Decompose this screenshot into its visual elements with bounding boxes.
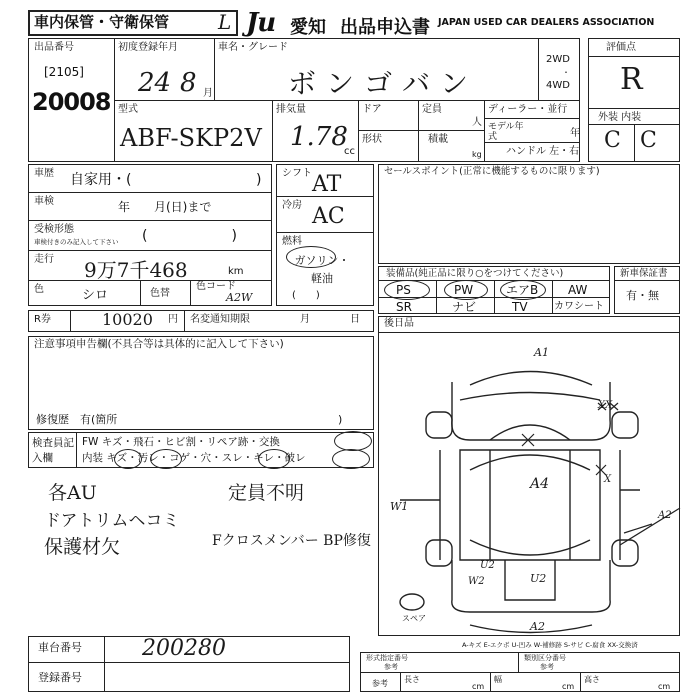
door-shape-label: 形状	[362, 134, 382, 145]
history-label: 車歴	[34, 168, 54, 179]
lot-code: [2105]	[44, 65, 84, 79]
storage-stamp-handwritten: L	[218, 10, 232, 34]
model-cert-ref: 参考	[384, 663, 398, 671]
inspection-fields: 年 月(日)まで	[118, 200, 212, 214]
model-year-unit: 年	[570, 128, 580, 139]
length-label: 長さ	[404, 675, 420, 684]
color-value: シロ	[82, 288, 109, 303]
acceptance-note: 車検付きのみ記入して下さい	[34, 238, 119, 246]
model-year-label: モデル年式	[488, 122, 524, 142]
displacement-value: 1.78	[290, 122, 348, 152]
aircon-label: 冷房	[282, 200, 302, 211]
equip-navi: ナビ	[452, 300, 477, 314]
handle-label: ハンドル 左・右	[506, 146, 580, 157]
diagram-mark-u2-left: U2	[480, 560, 495, 571]
repair-label: 修復歴 有(箇所	[36, 413, 118, 426]
history-value: 自家用・(	[70, 172, 132, 188]
inspector-interior-line: 内装 キズ・汚レ・コゲ・穴・スレ・キレ・破レ	[82, 452, 306, 464]
sales-point-label: セールスポイント(正常に機能するものに限ります)	[384, 166, 600, 177]
diagram-mark-x2: X	[604, 474, 612, 485]
inspector-note-2: ドアトリムヘコミ	[44, 511, 180, 531]
equip-aw: AW	[568, 283, 588, 297]
ju-logo: Ju	[246, 8, 276, 38]
deadline-month: 月	[300, 314, 310, 325]
model-label: 型式	[118, 104, 138, 115]
diagram-mark-a4: A4	[530, 476, 550, 492]
registration-month-unit: 月	[203, 88, 213, 99]
height-label: 高さ	[584, 675, 600, 684]
inspector-fw-line: FW キズ・飛石・ヒビ割・リペア跡・交換	[82, 436, 280, 448]
lot-label: 出品番号	[34, 42, 74, 53]
aftermarket-label: 後日品	[384, 318, 414, 329]
equip-sr: SR	[396, 300, 412, 314]
inspector-note-1: 各AU	[48, 482, 97, 504]
displacement-label: 排気量	[276, 104, 306, 115]
notes-label: 注意事項申告欄(不具合等は具体的に記入して下さい)	[34, 338, 284, 350]
color-label: 色	[34, 284, 44, 295]
width-label: 幅	[494, 675, 502, 684]
ext-int-label: 外装 内装	[598, 112, 642, 123]
fuel-extra: ( )	[292, 290, 320, 301]
history-close: )	[256, 172, 262, 188]
door-label: ドア	[362, 104, 382, 115]
shift-value: AT	[312, 172, 342, 197]
inspector-note-5: Fクロスメンバー BP修復	[212, 533, 371, 549]
drive-4wd: 4WD	[546, 80, 570, 91]
inspection-label: 車検	[34, 196, 54, 207]
car-name-label: 車名・グレード	[218, 42, 288, 53]
width-unit: cm	[562, 682, 575, 691]
inspector-note-4: 定員不明	[228, 482, 305, 504]
diagram-mark-xx: XX	[598, 400, 613, 411]
aircon-value: AC	[312, 204, 345, 229]
damage-legend: A-キズ E-エクボ U-凹み W-補修跡 S-サビ C-腐食 XX-交換済	[462, 641, 638, 649]
spare-label: スペア	[402, 614, 426, 623]
deadline-label: 名変通知期限	[190, 314, 250, 325]
warranty-label: 新車保証書	[620, 268, 668, 279]
diagram-mark-w2: W2	[468, 576, 485, 587]
org-name: 愛知	[290, 17, 326, 38]
equipment-label: 装備品(純正品に限り○をつけてください)	[386, 268, 564, 279]
recycle-unit: 円	[168, 314, 178, 325]
exterior-grade: C	[604, 128, 621, 153]
height-unit: cm	[658, 682, 671, 691]
registration-label: 初度登録年月	[118, 42, 178, 53]
length-unit: cm	[472, 682, 485, 691]
load-label: 積載	[428, 134, 448, 145]
grade-label: 評価点	[606, 42, 636, 53]
acceptance-label: 受検形態	[34, 224, 74, 235]
diagram-mark-u2-rear: U2	[530, 572, 547, 585]
mileage-unit: km	[228, 266, 244, 277]
registration-number-label: 登録番号	[38, 671, 82, 684]
model-cert-label: 形式指定番号	[366, 654, 408, 662]
fuel-options: ガソリン・軽油	[294, 254, 350, 285]
load-unit: kg	[472, 150, 482, 159]
lot-number: 20008	[32, 88, 111, 116]
fuel-label: 燃料	[282, 236, 302, 247]
shift-label: シフト	[282, 168, 312, 179]
capacity-unit: 人	[472, 117, 482, 128]
color-code-label: 色コード	[196, 281, 236, 292]
inspector-label: 検査員記入欄	[32, 437, 74, 464]
equip-pw: PW	[454, 283, 474, 297]
warranty-value: 有・無	[626, 289, 659, 302]
displacement-unit: cc	[344, 146, 355, 157]
equip-ps: PS	[396, 283, 411, 297]
chassis-value: 200280	[142, 636, 226, 661]
dealer-label: ディーラー・並行	[488, 104, 568, 115]
recycle-label: R券	[34, 314, 51, 325]
drive-2wd: 2WD	[546, 54, 570, 65]
diagram-mark-x	[520, 432, 528, 445]
assoc-name: JAPAN USED CAR DEALERS ASSOCIATION	[438, 17, 655, 28]
mileage-value: 9万7千468	[84, 258, 188, 282]
grade-value: R	[620, 62, 643, 97]
doc-title: 出品申込書	[340, 17, 430, 38]
storage-stamp-text: 車内保管・守衛保管	[34, 13, 170, 31]
diagram-mark-a2-right: A2	[658, 510, 672, 521]
color-code-value: A2W	[226, 291, 253, 304]
class-cert-ref: 参考	[540, 663, 554, 671]
diagram-mark-w1: W1	[390, 500, 409, 513]
car-name-value: ボンゴバン	[288, 67, 479, 100]
capacity-label: 定員	[422, 104, 442, 115]
recycle-value: 10020	[102, 310, 153, 329]
class-cert-label: 類別区分番号	[524, 654, 566, 662]
deadline-day: 日	[350, 314, 360, 325]
model-value: ABF-SKP2V	[120, 124, 262, 152]
equip-airbag: エアB	[506, 283, 539, 297]
registration-month: 8	[180, 68, 197, 98]
equip-leather-seat: カワシート	[554, 301, 604, 312]
registration-year: 24	[138, 68, 172, 98]
diagram-mark-a1: A1	[534, 346, 549, 359]
acceptance-value: ( )	[142, 228, 237, 244]
interior-grade: C	[640, 128, 657, 153]
inspector-note-3: 保護材欠	[44, 536, 121, 558]
equip-tv: TV	[512, 300, 528, 314]
diagram-mark-a2-rear: A2	[530, 620, 545, 633]
color-change-label: 色替	[150, 288, 170, 299]
mileage-label: 走行	[34, 254, 54, 265]
chassis-label: 車台番号	[38, 641, 82, 654]
ref-label: 参考	[372, 679, 388, 688]
